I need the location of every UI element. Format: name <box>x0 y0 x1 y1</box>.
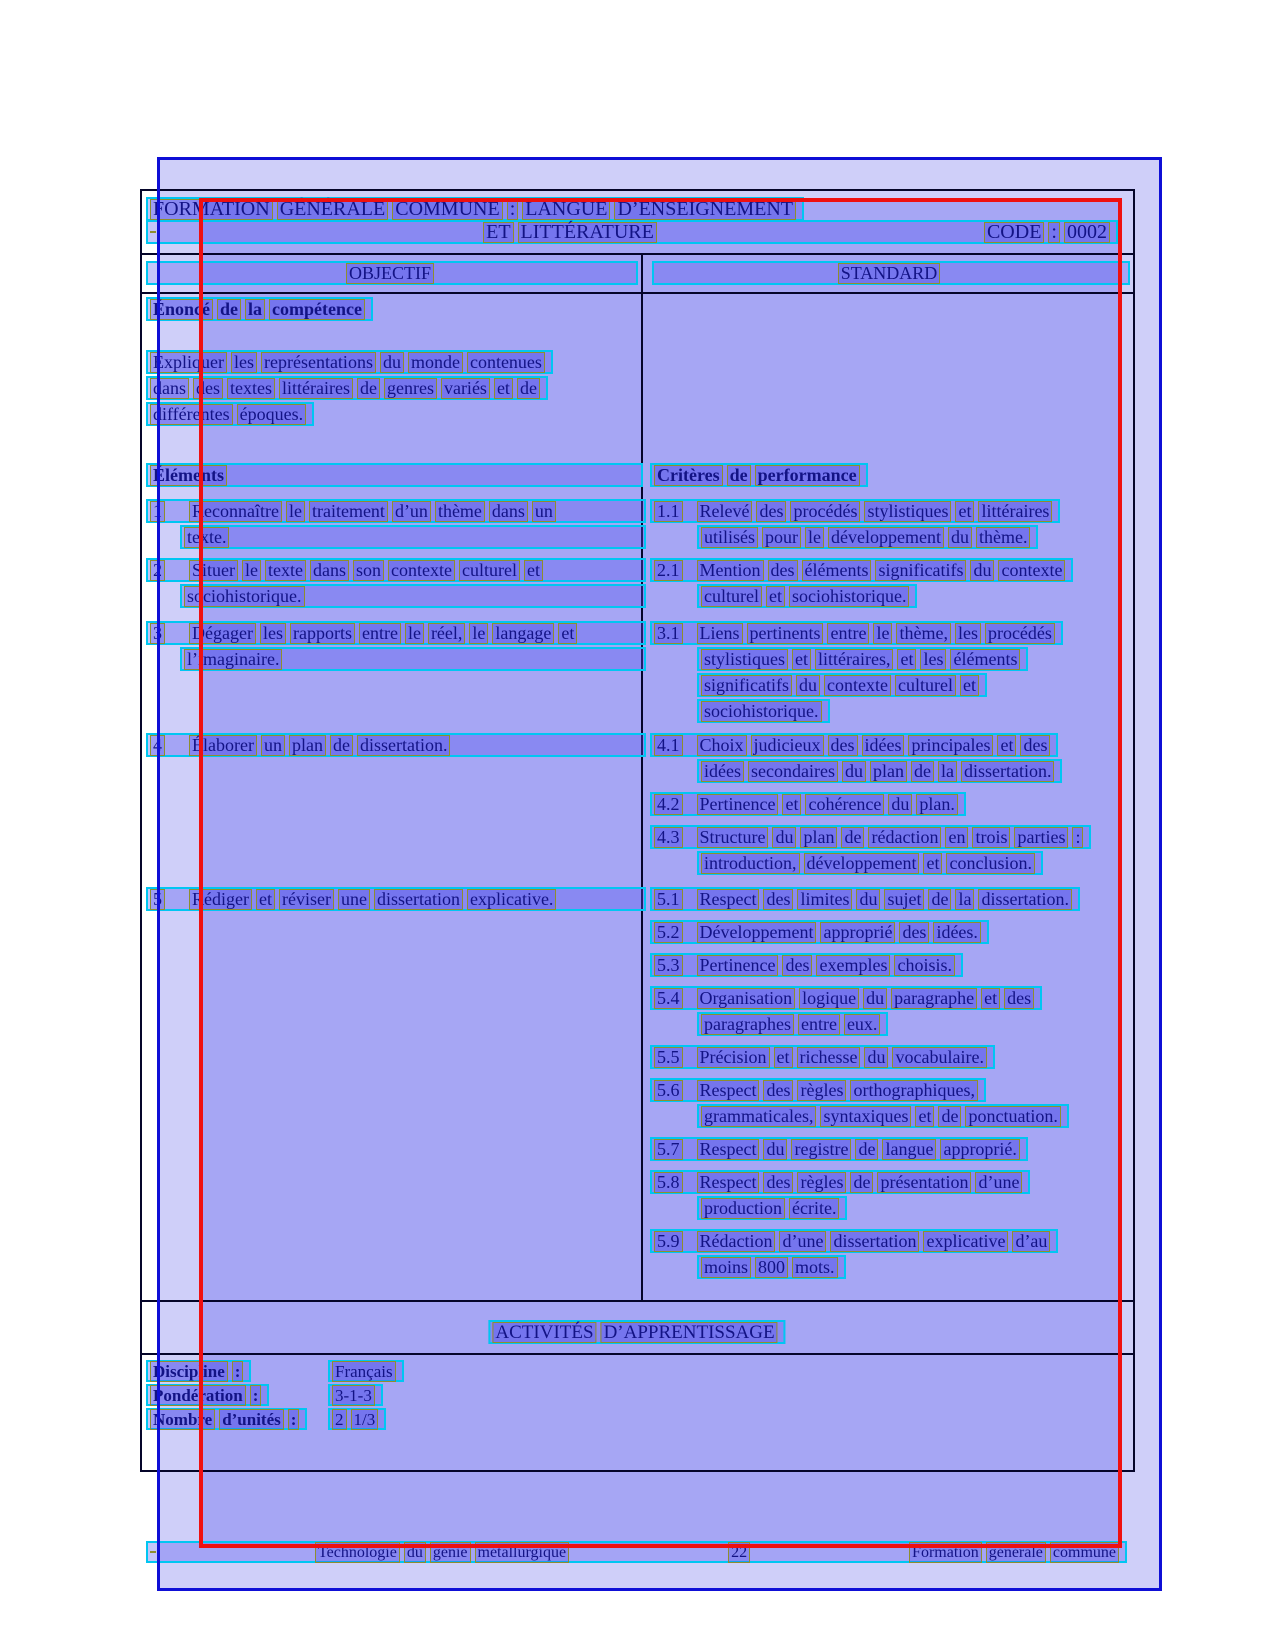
ocr-word: et <box>524 560 543 581</box>
ocr-word: principales <box>908 735 993 756</box>
ocr-word-number: 5.7 <box>654 1139 683 1160</box>
ocr-word: judicieux <box>751 735 824 756</box>
ocr-word: performance <box>755 465 860 486</box>
ocr-word: significatifs <box>875 560 966 581</box>
ocr-word: et <box>494 378 513 399</box>
ocr-word-number: 2 <box>150 560 165 581</box>
ocr-word: et <box>766 586 785 607</box>
ocr-word: et <box>256 889 275 910</box>
ocr-word: variés <box>441 378 490 399</box>
ocr-word: : <box>288 1409 300 1430</box>
ocr-word: 2 <box>332 1409 347 1430</box>
ocr-word: de <box>517 378 540 399</box>
ocr-word: plan <box>800 827 837 848</box>
ocr-word: éléments <box>802 560 872 581</box>
ocr-word: Respect <box>697 889 760 910</box>
ocr-word: traitement <box>309 501 388 522</box>
ocr-word: et <box>981 988 1000 1009</box>
ocr-word: logique <box>799 988 859 1009</box>
ocr-word: : <box>1048 222 1060 243</box>
ocr-word-number: 5.8 <box>654 1172 683 1193</box>
ocr-word: représentations <box>261 352 376 373</box>
ocr-word: du <box>404 1542 426 1563</box>
ocr-word: cohérence <box>805 794 884 815</box>
ocr-word: et <box>960 675 979 696</box>
ocr-word: réviser <box>279 889 334 910</box>
ocr-word: d’au <box>1012 1231 1050 1252</box>
ocr-word-number: 5.5 <box>654 1047 683 1068</box>
ocr-word: Respect <box>697 1139 760 1160</box>
ocr-word: procédés <box>790 501 860 522</box>
ocr-word: d’une <box>975 1172 1022 1193</box>
ocr-word: rédaction <box>868 827 941 848</box>
ocr-word: LANGUE <box>522 199 610 220</box>
ocr-word: commune <box>1050 1542 1119 1563</box>
ocr-word: 22 <box>728 1542 750 1563</box>
ocr-word: Organisation <box>697 988 796 1009</box>
ocr-word: exemples <box>816 955 890 976</box>
ocr-word: son <box>353 560 384 581</box>
ocr-word: le <box>873 623 892 644</box>
ocr-word: Relevé <box>697 501 753 522</box>
ocr-word: de <box>217 299 241 320</box>
ocr-word: contexte <box>388 560 455 581</box>
ocr-word: COMMUNE <box>392 199 502 220</box>
ocr-word: FORMATION <box>150 199 273 220</box>
ocr-word: Développement <box>697 922 817 943</box>
ocr-word: significatifs <box>701 675 792 696</box>
ocr-word: Discipline <box>150 1361 228 1382</box>
ocr-word: plan <box>289 735 326 756</box>
ocr-word: dissertation. <box>961 761 1055 782</box>
ocr-word: pertinents <box>747 623 824 644</box>
ocr-word: Nombre <box>150 1409 215 1430</box>
ocr-word: rapports <box>290 623 355 644</box>
ocr-word: textes <box>227 378 275 399</box>
ocr-word: LITTÉRATURE <box>518 222 657 243</box>
ocr-word: Rédaction <box>697 1231 776 1252</box>
ocr-word: réel, <box>428 623 465 644</box>
ocr-word-number: 4 <box>150 735 165 756</box>
ocr-word: : <box>232 1361 244 1382</box>
ocr-word-number: 5.3 <box>654 955 683 976</box>
ocr-word: du <box>842 761 866 782</box>
ocr-word: dissertation. <box>978 889 1072 910</box>
ocr-word: de <box>911 761 934 782</box>
ocr-word: syntaxiques <box>820 1106 911 1127</box>
ocr-word: le <box>286 501 305 522</box>
ocr-word: contenues <box>467 352 545 373</box>
ocr-word: la <box>938 761 957 782</box>
ocr-word: développement <box>828 527 944 548</box>
ocr-word: des <box>193 378 223 399</box>
ocr-word: du <box>856 889 880 910</box>
ocr-word: CODE <box>984 222 1044 243</box>
ocr-word: la <box>955 889 974 910</box>
ocr-word: et <box>897 649 916 670</box>
ocr-word: Éléments <box>150 465 227 486</box>
ocr-word: des <box>782 955 812 976</box>
ocr-word: dans <box>310 560 349 581</box>
ocr-word: et <box>558 623 577 644</box>
ocr-word: moins <box>701 1257 751 1278</box>
ocr-word: littéraires <box>978 501 1052 522</box>
ocr-word: : <box>1072 827 1083 848</box>
ocr-word: idées <box>862 735 905 756</box>
ocr-word: du <box>796 675 820 696</box>
ocr-word: d’une <box>779 1231 826 1252</box>
ocr-word: de <box>841 827 864 848</box>
ocr-word: Technologie <box>315 1542 400 1563</box>
ocr-word: culturel <box>459 560 520 581</box>
ocr-word: plan <box>870 761 907 782</box>
ocr-word: explicative <box>923 1231 1008 1252</box>
ocr-word: littéraires, <box>815 649 893 670</box>
ocr-word: D’ENSEIGNEMENT <box>614 199 796 220</box>
ocr-word: des <box>1020 735 1050 756</box>
ocr-word: Choix <box>697 735 747 756</box>
ocr-word: pour <box>762 527 801 548</box>
ocr-word: approprié. <box>940 1139 1019 1160</box>
ocr-word: de <box>727 465 751 486</box>
ocr-word: du <box>380 352 404 373</box>
ocr-word: Français <box>332 1361 396 1382</box>
ocr-word: culturel <box>895 675 956 696</box>
ocr-word: stylistiques <box>864 501 951 522</box>
ocr-word: 800 <box>755 1257 788 1278</box>
ocr-word: texte. <box>184 527 229 548</box>
ocr-word-number: 5 <box>150 889 165 910</box>
annotation-red-frame <box>199 198 1122 1548</box>
ocr-word: les <box>260 623 286 644</box>
ocr-word: compétence <box>269 299 365 320</box>
ocr-word: parties <box>1014 827 1068 848</box>
ocr-word: Formation <box>909 1542 982 1563</box>
ocr-word: Mention <box>697 560 764 581</box>
ocr-word: langage <box>492 623 554 644</box>
ocr-word: du <box>772 827 796 848</box>
ocr-word: choisis. <box>894 955 955 976</box>
ocr-word: du <box>970 560 994 581</box>
ocr-word: dans <box>489 501 528 522</box>
ocr-word: entre <box>798 1014 840 1035</box>
ocr-word: génie <box>430 1542 471 1563</box>
ocr-word: du <box>948 527 972 548</box>
ocr-word: explicative. <box>467 889 556 910</box>
ocr-word: les <box>955 623 981 644</box>
ocr-word: le <box>405 623 424 644</box>
ocr-word: règles <box>797 1172 846 1193</box>
ocr-word: des <box>763 889 793 910</box>
ocr-word: des <box>899 922 929 943</box>
ocr-word: thème <box>435 501 485 522</box>
ocr-word: les <box>920 649 946 670</box>
ocr-word-number: 5.2 <box>654 922 683 943</box>
ocr-word: d’unités <box>219 1409 284 1430</box>
ocr-word: contexte <box>824 675 891 696</box>
ocr-word: et <box>923 853 942 874</box>
ocr-word: procédés <box>985 623 1055 644</box>
ocr-word: de <box>357 378 380 399</box>
ocr-word <box>150 231 156 233</box>
ocr-word: dissertation. <box>357 735 451 756</box>
ocr-word: une <box>338 889 370 910</box>
ocr-word: ET <box>483 222 513 243</box>
ocr-word: Respect <box>697 1172 760 1193</box>
ocr-word: 1/3 <box>351 1409 379 1430</box>
ocr-word: des <box>756 501 786 522</box>
ocr-word: de <box>938 1106 961 1127</box>
ocr-word: de <box>855 1139 878 1160</box>
ocr-word: : <box>250 1385 262 1406</box>
ocr-word: utilisés <box>701 527 758 548</box>
ocr-word: des <box>828 735 858 756</box>
ocr-word-number: 1 <box>150 501 165 522</box>
ocr-word-number: 5.4 <box>654 988 683 1009</box>
ocr-word: le <box>805 527 824 548</box>
ocr-word: dissertation <box>374 889 463 910</box>
ocr-word: ponctuation. <box>965 1106 1060 1127</box>
ocr-word-number: 4.3 <box>654 827 683 848</box>
ocr-word: du <box>864 1047 888 1068</box>
ocr-word: Structure <box>697 827 769 848</box>
ocr-word: richesse <box>797 1047 861 1068</box>
ocr-word: dissertation <box>830 1231 919 1252</box>
ocr-word: et <box>782 794 801 815</box>
ocr-word: sociohistorique. <box>184 586 305 607</box>
ocr-word: et <box>997 735 1016 756</box>
ocr-word: dans <box>150 378 189 399</box>
ocr-word: les <box>231 352 257 373</box>
ocr-word: texte <box>265 560 306 581</box>
ocr-word-number: 5.6 <box>654 1080 683 1101</box>
ocr-word: secondaires <box>748 761 838 782</box>
ocr-word: des <box>763 1172 793 1193</box>
ocr-word: Reconnaître <box>189 501 282 522</box>
ocr-word: monde <box>408 352 463 373</box>
ocr-word: et <box>915 1106 934 1127</box>
ocr-word: présentation <box>877 1172 971 1193</box>
ocr-word: éléments <box>950 649 1020 670</box>
ocr-word: Élaborer <box>189 735 257 756</box>
ocr-word: Énoncé <box>150 299 213 320</box>
ocr-word: et <box>774 1047 793 1068</box>
ocr-word-number: 1.1 <box>654 501 683 522</box>
ocr-word: sujet <box>884 889 924 910</box>
ocr-word: des <box>768 560 798 581</box>
ocr-word: la <box>245 299 265 320</box>
ocr-word-number: 2.1 <box>654 560 683 581</box>
ocr-word: le <box>469 623 488 644</box>
ocr-word: générale <box>986 1542 1046 1563</box>
ocr-word: ACTIVITÉS <box>492 1322 596 1343</box>
ocr-word: paragraphe <box>891 988 977 1009</box>
ocr-word: production <box>701 1198 785 1219</box>
ocr-word: Respect <box>697 1080 760 1101</box>
ocr-word: de <box>928 889 951 910</box>
ocr-word: Précision <box>697 1047 770 1068</box>
ocr-word: en <box>945 827 968 848</box>
ocr-word: du <box>888 794 912 815</box>
ocr-word: Pertinence <box>697 955 779 976</box>
ocr-word: époques. <box>237 404 306 425</box>
ocr-word: du <box>863 988 887 1009</box>
ocr-word: d’un <box>392 501 431 522</box>
ocr-word-number: 5.1 <box>654 889 683 910</box>
ocr-word: de <box>850 1172 873 1193</box>
ocr-word: trois <box>972 827 1010 848</box>
ocr-word: limites <box>797 889 852 910</box>
ocr-word: thème, <box>896 623 950 644</box>
ocr-word: de <box>330 735 353 756</box>
ocr-word: un <box>261 735 285 756</box>
ocr-word: sociohistorique. <box>789 586 910 607</box>
ocr-word: idées <box>701 761 744 782</box>
ocr-word: Dégager <box>189 623 256 644</box>
ocr-word: Pondération <box>150 1385 246 1406</box>
ocr-word: introduction, <box>701 853 800 874</box>
ocr-word: langue <box>882 1139 936 1160</box>
ocr-word: Situer <box>189 560 238 581</box>
ocr-word: des <box>1004 988 1034 1009</box>
ocr-word: sociohistorique. <box>701 701 822 722</box>
ocr-word: stylistiques <box>701 649 788 670</box>
ocr-word: thème. <box>976 527 1030 548</box>
ocr-word-number: 5.9 <box>654 1231 683 1252</box>
ocr-word: plan. <box>916 794 958 815</box>
ocr-word-number: 4.1 <box>654 735 683 756</box>
ocr-word: mots. <box>792 1257 838 1278</box>
ocr-word: du <box>763 1139 787 1160</box>
ocr-word: GÉNÉRALE <box>277 199 389 220</box>
ocr-word-number: 4.2 <box>654 794 683 815</box>
ocr-word: Pertinence <box>697 794 779 815</box>
ocr-word: D’APPRENTISSAGE <box>601 1322 778 1343</box>
ocr-word: OBJECTIF <box>346 263 434 284</box>
ocr-word: entre <box>827 623 869 644</box>
ocr-word: Rédiger <box>189 889 252 910</box>
ocr-word: conclusion. <box>946 853 1035 874</box>
ocr-word: littéraires <box>279 378 353 399</box>
ocr-word: idées. <box>933 922 980 943</box>
ocr-word: des <box>763 1080 793 1101</box>
ocr-word: métallurgique <box>475 1542 570 1563</box>
ocr-word: développement <box>804 853 920 874</box>
ocr-word: et <box>792 649 811 670</box>
ocr-word: écrite. <box>789 1198 839 1219</box>
ocr-word: Liens <box>697 623 743 644</box>
ocr-word: approprié <box>820 922 895 943</box>
ocr-word: Critères <box>654 465 723 486</box>
ocr-word: Expliquer <box>150 352 227 373</box>
ocr-word: et <box>955 501 974 522</box>
ocr-word: paragraphes <box>701 1014 794 1035</box>
ocr-word: genres <box>384 378 437 399</box>
ocr-word: 3-1-3 <box>332 1385 375 1406</box>
ocr-word: culturel <box>701 586 762 607</box>
ocr-word: registre <box>791 1139 851 1160</box>
ocr-word: orthographiques, <box>850 1080 977 1101</box>
ocr-word: règles <box>797 1080 846 1101</box>
ocr-word: contexte <box>998 560 1065 581</box>
ocr-word-number: 3.1 <box>654 623 683 644</box>
ocr-word: entre <box>359 623 401 644</box>
ocr-word: l’imaginaire. <box>184 649 282 670</box>
ocr-word: un <box>532 501 556 522</box>
ocr-word: : <box>507 199 519 220</box>
ocr-word: eux. <box>844 1014 881 1035</box>
ocr-word: grammaticales, <box>701 1106 816 1127</box>
ocr-word: 0002 <box>1064 222 1110 243</box>
ocr-word: différentes <box>150 404 233 425</box>
ocr-word: STANDARD <box>838 263 941 284</box>
ocr-word: vocabulaire. <box>892 1047 986 1068</box>
ocr-word: le <box>242 560 261 581</box>
ocr-word-number: 3 <box>150 623 165 644</box>
ocr-word <box>150 1551 156 1553</box>
